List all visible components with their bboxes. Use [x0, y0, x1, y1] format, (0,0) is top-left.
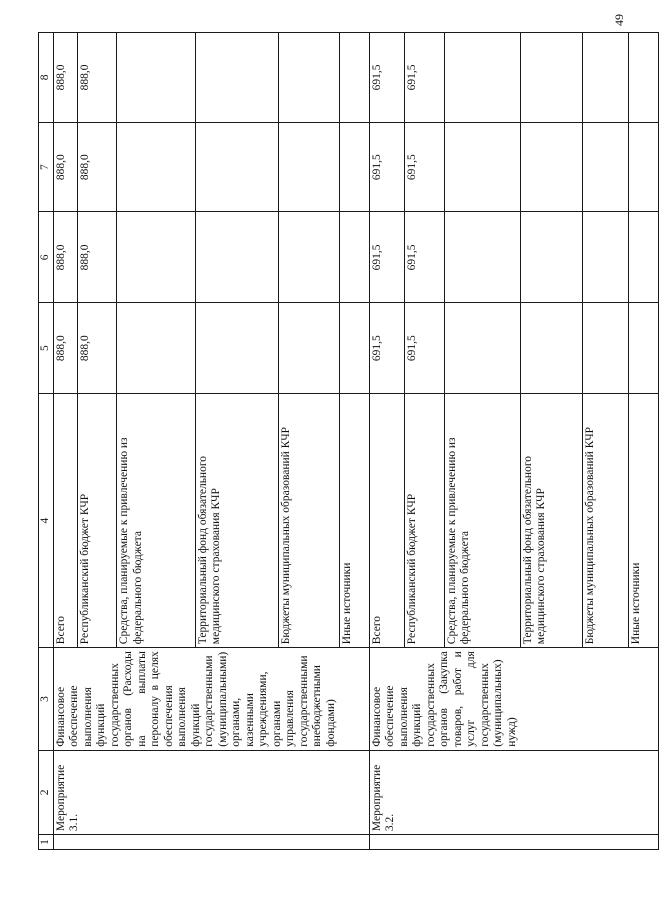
value-cell	[339, 122, 369, 212]
table-row	[369, 33, 405, 850]
value-cell	[339, 33, 369, 123]
source-cell: Всего	[53, 394, 78, 648]
source-cell: Республиканский бюджет КЧР	[78, 394, 117, 648]
value-cell: 888,0	[78, 33, 117, 123]
value-cell	[117, 122, 195, 212]
measure-code: Мероприятие 3.2.	[369, 750, 658, 834]
empty-cell	[520, 648, 582, 751]
header-row	[39, 33, 54, 850]
value-cell	[195, 212, 279, 303]
value-cell	[339, 303, 369, 394]
measure-description: Финансовое обеспечение выполнения функций государственных органов (Расходы на выплаты персоналу в целях обеспечения выполнения функций государственными (муниципальными) органами, казенными учреждениями, органами управления государственными внебюджетными фондами)	[53, 648, 339, 751]
value-cell: 888,0	[78, 303, 117, 394]
value-cell	[195, 33, 279, 123]
page-number: 49	[612, 14, 626, 26]
value-cell: 888,0	[53, 212, 78, 303]
value-cell: 888,0	[53, 122, 78, 212]
value-cell	[628, 33, 658, 123]
value-cell	[520, 303, 582, 394]
value-cell	[520, 122, 582, 212]
value-cell	[444, 122, 520, 212]
header-cell: 3	[39, 648, 54, 751]
row-number-cell	[53, 835, 369, 850]
value-cell	[117, 212, 195, 303]
source-cell: Иные источники	[339, 394, 369, 648]
header-cell: 4	[39, 394, 54, 648]
value-cell: 691,5	[369, 33, 405, 123]
value-cell	[279, 122, 339, 212]
value-cell: 691,5	[369, 303, 405, 394]
header-cell: 6	[39, 212, 54, 303]
value-cell	[117, 33, 195, 123]
header-cell: 2	[39, 750, 54, 834]
header-cell: 1	[39, 835, 54, 850]
empty-cell	[628, 648, 658, 751]
value-cell	[520, 212, 582, 303]
source-cell: Территориальный фонд обязательного медицинского страхования КЧР	[520, 394, 582, 648]
table-row	[582, 33, 628, 850]
value-cell	[520, 33, 582, 123]
value-cell	[339, 212, 369, 303]
measure-code: Мероприятие 3.1.	[53, 750, 369, 834]
table-row	[628, 33, 658, 850]
value-cell	[279, 33, 339, 123]
source-cell: Бюджеты муниципальных образований КЧР	[279, 394, 339, 648]
header-cell: 8	[39, 33, 54, 123]
source-cell: Бюджеты муниципальных образований КЧР	[582, 394, 628, 648]
value-cell	[117, 303, 195, 394]
table-row	[520, 33, 582, 850]
empty-cell	[339, 648, 369, 751]
value-cell	[628, 303, 658, 394]
value-cell	[628, 122, 658, 212]
empty-cell	[582, 648, 628, 751]
value-cell	[582, 122, 628, 212]
row-number-cell	[369, 835, 658, 850]
value-cell: 888,0	[78, 212, 117, 303]
value-cell	[582, 33, 628, 123]
value-cell: 888,0	[53, 303, 78, 394]
source-cell: Средства, планируемые к привлечению из федерального бюджета	[117, 394, 195, 648]
budget-table	[38, 32, 659, 850]
header-cell: 5	[39, 303, 54, 394]
value-cell	[444, 303, 520, 394]
value-cell: 888,0	[78, 122, 117, 212]
value-cell: 691,5	[405, 303, 445, 394]
value-cell: 888,0	[53, 33, 78, 123]
value-cell	[582, 303, 628, 394]
value-cell: 691,5	[405, 122, 445, 212]
value-cell: 691,5	[405, 212, 445, 303]
value-cell	[195, 303, 279, 394]
table-row	[339, 33, 369, 850]
value-cell	[279, 303, 339, 394]
source-cell: Республиканский бюджет КЧР	[405, 394, 445, 648]
source-cell: Средства, планируемые к привлечению из федерального бюджета	[444, 394, 520, 648]
value-cell	[444, 212, 520, 303]
header-cell: 7	[39, 122, 54, 212]
value-cell	[195, 122, 279, 212]
measure-description: Финансовое обеспечение выполнения функций государственных органов (Закупка товаров, работ и услуг для государственных (муниципальных) нужд)	[369, 648, 520, 751]
source-cell: Иные источники	[628, 394, 658, 648]
value-cell: 691,5	[369, 212, 405, 303]
value-cell: 691,5	[369, 122, 405, 212]
value-cell	[582, 212, 628, 303]
value-cell: 691,5	[405, 33, 445, 123]
value-cell	[628, 212, 658, 303]
value-cell	[279, 212, 339, 303]
table-row	[53, 33, 78, 850]
source-cell: Территориальный фонд обязательного медицинского страхования КЧР	[195, 394, 279, 648]
value-cell	[444, 33, 520, 123]
source-cell: Всего	[369, 394, 405, 648]
